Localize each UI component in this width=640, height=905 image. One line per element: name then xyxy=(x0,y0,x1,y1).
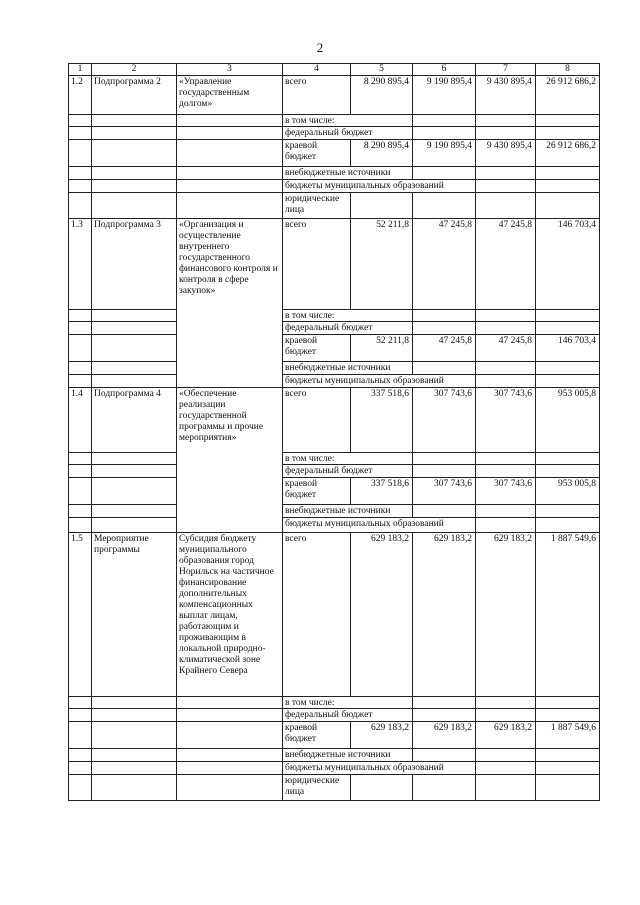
empty-cell xyxy=(535,361,600,375)
source-label: внебюджетные источники xyxy=(282,748,414,762)
row-number: 1.3 xyxy=(68,218,92,310)
empty-cell xyxy=(68,361,92,375)
row-number: 1.4 xyxy=(68,387,92,453)
empty-cell xyxy=(68,166,92,180)
empty-cell xyxy=(91,126,177,140)
source-label: федеральный бюджет xyxy=(282,708,414,722)
empty-cell xyxy=(91,334,177,362)
header-cell: 8 xyxy=(535,63,600,76)
header-cell: 6 xyxy=(412,63,476,76)
program-type: Подпрограмма 3 xyxy=(91,218,177,310)
value-cell: 1 887 549,6 xyxy=(535,532,600,697)
value-cell: 26 912 686,2 xyxy=(535,75,600,115)
empty-cell xyxy=(68,504,92,518)
value-cell: 9 190 895,4 xyxy=(412,75,476,115)
value-cell: 953 005,8 xyxy=(535,477,600,505)
value-cell: 307 743,6 xyxy=(412,387,476,453)
empty-cell xyxy=(68,721,92,749)
empty-cell xyxy=(475,374,536,388)
empty-cell xyxy=(176,761,283,775)
empty-cell xyxy=(91,361,177,375)
empty-cell xyxy=(475,464,536,478)
empty-cell xyxy=(91,748,177,762)
source-label: в том числе: xyxy=(282,309,414,322)
source-label: в том числе: xyxy=(282,452,414,465)
empty-cell xyxy=(91,374,177,388)
value-cell: 9 430 895,4 xyxy=(475,139,536,167)
value-cell: 47 245,8 xyxy=(412,218,476,310)
value-cell: 47 245,8 xyxy=(475,334,536,362)
program-name: «Организация и осуществление внутреннего государственного финансового контроля и контроля в сфере закупок» xyxy=(176,218,283,388)
empty-cell xyxy=(91,321,177,335)
source-label: бюджеты муниципальных образований xyxy=(282,761,476,775)
value-cell: 629 183,2 xyxy=(412,532,476,697)
value-cell: 1 887 549,6 xyxy=(535,721,600,749)
empty-cell xyxy=(475,321,536,335)
value-cell: 146 703,4 xyxy=(535,218,600,310)
empty-cell xyxy=(176,721,283,749)
empty-cell xyxy=(535,761,600,775)
value-cell: 307 743,6 xyxy=(412,477,476,505)
empty-cell xyxy=(68,126,92,140)
value-cell: 26 912 686,2 xyxy=(535,139,600,167)
empty-cell xyxy=(412,126,476,140)
empty-cell xyxy=(412,321,476,335)
empty-cell xyxy=(475,748,536,762)
empty-cell xyxy=(412,361,476,375)
source-label: федеральный бюджет xyxy=(282,126,414,140)
value-cell: 52 211,8 xyxy=(350,218,413,310)
empty-cell xyxy=(535,774,600,801)
source-label: в том числе: xyxy=(282,114,414,127)
program-name: Субсидия бюджету муниципального образования город Норильск на частичное финансирование дополнительных компенсационных выплат лицам, работающим и проживающим в локальной природно-климатической зоне Крайнего Севера xyxy=(176,532,283,697)
empty-cell xyxy=(535,192,600,219)
empty-cell xyxy=(176,192,283,219)
value-cell: 47 245,8 xyxy=(475,218,536,310)
empty-cell xyxy=(68,761,92,775)
value-cell: 47 245,8 xyxy=(412,334,476,362)
value-cell: 307 743,6 xyxy=(475,387,536,453)
source-label: внебюджетные источники xyxy=(282,504,414,518)
empty-cell xyxy=(412,774,476,801)
header-cell: 3 xyxy=(176,63,283,76)
source-label: юридические лица xyxy=(282,774,351,801)
empty-cell xyxy=(176,166,283,180)
empty-cell xyxy=(176,708,283,722)
empty-cell xyxy=(91,464,177,478)
empty-cell xyxy=(68,179,92,193)
empty-cell xyxy=(176,126,283,140)
empty-cell xyxy=(535,126,600,140)
empty-cell xyxy=(535,321,600,335)
empty-cell xyxy=(535,166,600,180)
empty-cell xyxy=(68,477,92,505)
value-cell: 8 290 895,4 xyxy=(350,75,413,115)
empty-cell xyxy=(91,517,177,533)
source-label: краевой бюджет xyxy=(282,477,351,505)
empty-cell xyxy=(475,761,536,775)
empty-cell xyxy=(412,708,476,722)
source-label: краевой бюджет xyxy=(282,139,351,167)
source-label: федеральный бюджет xyxy=(282,321,414,335)
empty-cell xyxy=(475,517,536,533)
row-number: 1.2 xyxy=(68,75,92,115)
empty-cell xyxy=(68,139,92,167)
value-cell: 307 743,6 xyxy=(475,477,536,505)
value-cell: 9 190 895,4 xyxy=(412,139,476,167)
header-cell: 4 xyxy=(282,63,351,76)
empty-cell xyxy=(91,761,177,775)
empty-cell xyxy=(535,504,600,518)
source-label: краевой бюджет xyxy=(282,334,351,362)
source-label: всего xyxy=(282,75,351,115)
header-cell: 7 xyxy=(475,63,536,76)
header-cell: 5 xyxy=(350,63,413,76)
value-cell: 337 518,6 xyxy=(350,387,413,453)
empty-cell xyxy=(475,179,536,193)
empty-cell xyxy=(91,192,177,219)
source-label: бюджеты муниципальных образований xyxy=(282,374,476,388)
empty-cell xyxy=(475,361,536,375)
empty-cell xyxy=(91,139,177,167)
source-label: краевой бюджет xyxy=(282,721,351,749)
empty-cell xyxy=(475,774,536,801)
empty-cell xyxy=(91,721,177,749)
empty-cell xyxy=(91,504,177,518)
empty-cell xyxy=(91,166,177,180)
value-cell: 629 183,2 xyxy=(475,532,536,697)
empty-cell xyxy=(68,192,92,219)
program-type: Мероприятие программы xyxy=(91,532,177,697)
value-cell: 337 518,6 xyxy=(350,477,413,505)
empty-cell xyxy=(68,748,92,762)
empty-cell xyxy=(68,374,92,388)
empty-cell xyxy=(475,504,536,518)
empty-cell xyxy=(535,517,600,533)
empty-cell xyxy=(176,179,283,193)
empty-cell xyxy=(412,166,476,180)
value-cell: 953 005,8 xyxy=(535,387,600,453)
empty-cell xyxy=(68,464,92,478)
value-cell: 8 290 895,4 xyxy=(350,139,413,167)
empty-cell xyxy=(176,774,283,801)
empty-cell xyxy=(535,179,600,193)
source-label: юридические лица xyxy=(282,192,351,219)
value-cell: 52 211,8 xyxy=(350,334,413,362)
empty-cell xyxy=(91,708,177,722)
empty-cell xyxy=(535,748,600,762)
empty-cell xyxy=(68,321,92,335)
empty-cell xyxy=(535,464,600,478)
empty-cell xyxy=(412,748,476,762)
source-label: федеральный бюджет xyxy=(282,464,414,478)
program-type: Подпрограмма 2 xyxy=(91,75,177,115)
header-cell: 2 xyxy=(91,63,177,76)
source-label: бюджеты муниципальных образований xyxy=(282,179,476,193)
source-label: всего xyxy=(282,532,351,697)
value-cell: 9 430 895,4 xyxy=(475,75,536,115)
value-cell: 629 183,2 xyxy=(412,721,476,749)
empty-cell xyxy=(475,126,536,140)
header-cell: 1 xyxy=(68,63,92,76)
empty-cell xyxy=(68,517,92,533)
empty-cell xyxy=(68,774,92,801)
program-name: «Управление государственным долгом» xyxy=(176,75,283,115)
source-label: бюджеты муниципальных образований xyxy=(282,517,476,533)
empty-cell xyxy=(176,139,283,167)
empty-cell xyxy=(176,748,283,762)
empty-cell xyxy=(91,179,177,193)
empty-cell xyxy=(475,192,536,219)
empty-cell xyxy=(350,774,413,801)
empty-cell xyxy=(91,774,177,801)
source-label: всего xyxy=(282,218,351,310)
empty-cell xyxy=(535,374,600,388)
empty-cell xyxy=(412,192,476,219)
empty-cell xyxy=(68,334,92,362)
empty-cell xyxy=(412,464,476,478)
program-type: Подпрограмма 4 xyxy=(91,387,177,453)
row-number: 1.5 xyxy=(68,532,92,697)
program-name: «Обеспечение реализации государственной программы и прочие мероприятия» xyxy=(176,387,283,533)
empty-cell xyxy=(68,708,92,722)
value-cell: 146 703,4 xyxy=(535,334,600,362)
empty-cell xyxy=(412,504,476,518)
value-cell: 629 183,2 xyxy=(475,721,536,749)
empty-cell xyxy=(91,477,177,505)
empty-cell xyxy=(475,166,536,180)
page-number: 2 xyxy=(316,40,324,55)
empty-cell xyxy=(535,708,600,722)
empty-cell xyxy=(350,192,413,219)
empty-cell xyxy=(475,708,536,722)
source-label: внебюджетные источники xyxy=(282,166,414,180)
source-label: всего xyxy=(282,387,351,453)
source-label: внебюджетные источники xyxy=(282,361,414,375)
source-label: в том числе: xyxy=(282,696,414,709)
value-cell: 629 183,2 xyxy=(350,721,413,749)
value-cell: 629 183,2 xyxy=(350,532,413,697)
